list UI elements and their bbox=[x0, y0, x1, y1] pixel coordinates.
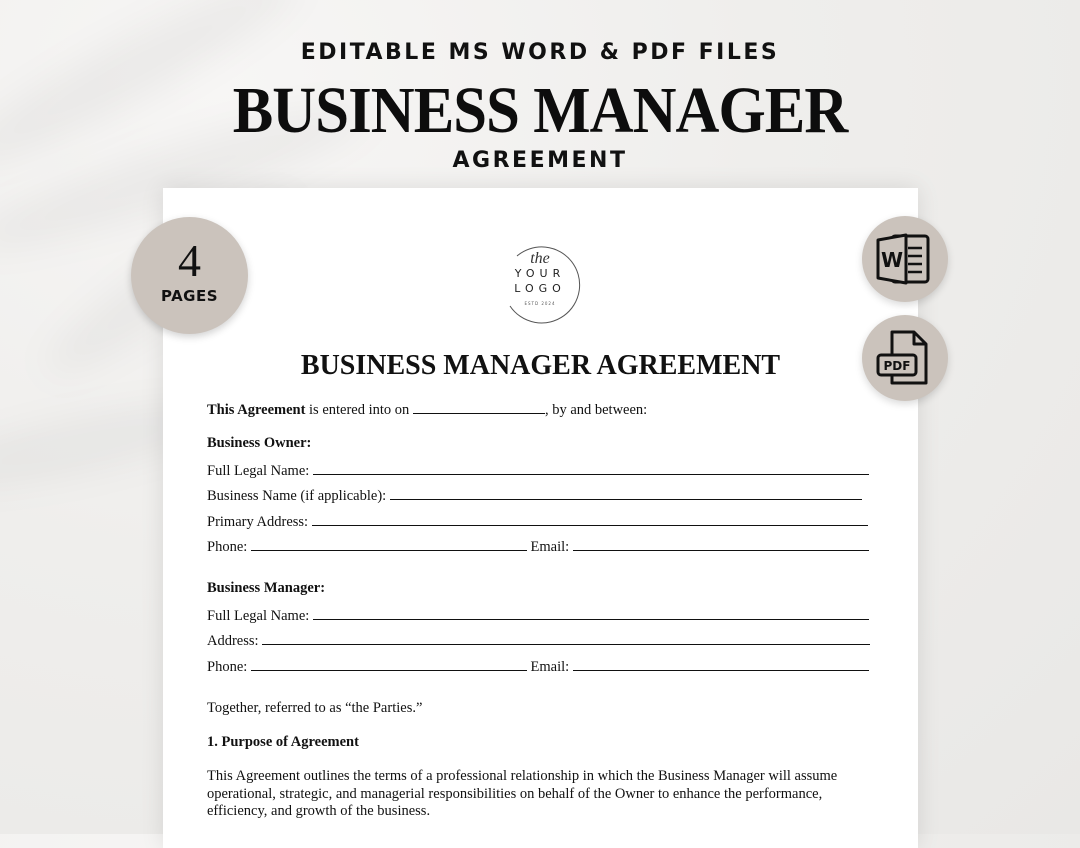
owner-email-field[interactable] bbox=[573, 537, 869, 551]
owner-business-name-field[interactable] bbox=[390, 486, 862, 500]
intro-line bbox=[207, 400, 647, 419]
word-badge bbox=[862, 216, 948, 302]
word-letter: W bbox=[880, 248, 904, 272]
owner-primary-address-label: Primary Address: bbox=[207, 514, 312, 530]
parties-text: Together, referred to as “the Parties.” bbox=[207, 700, 423, 716]
logo-line-2: LOGO bbox=[514, 282, 566, 295]
owner-email-label: Email: bbox=[526, 539, 573, 555]
owner-full-name-row bbox=[207, 461, 869, 480]
owner-full-name-label: Full Legal Name: bbox=[207, 463, 313, 479]
header-subtitle: AGREEMENT bbox=[452, 148, 628, 173]
ms-word-icon bbox=[862, 216, 948, 302]
manager-address-row bbox=[207, 631, 870, 650]
pdf-badge bbox=[862, 315, 948, 401]
owner-phone-field[interactable] bbox=[251, 537, 527, 551]
section1-heading: 1. Purpose of Agreement bbox=[207, 734, 359, 750]
manager-address-field[interactable] bbox=[262, 631, 870, 645]
pages-label: PAGES bbox=[160, 287, 219, 305]
pages-count: 4 bbox=[178, 235, 201, 286]
date-blank[interactable] bbox=[413, 400, 545, 414]
header-title: BUSINESS MANAGER bbox=[232, 74, 848, 147]
manager-phone-field[interactable] bbox=[251, 657, 527, 671]
owner-primary-address-row bbox=[207, 512, 868, 531]
manager-full-name-row bbox=[207, 606, 869, 625]
document-title: BUSINESS MANAGER AGREEMENT bbox=[300, 350, 781, 381]
manager-email-label: Email: bbox=[526, 659, 573, 675]
manager-full-name-field[interactable] bbox=[313, 606, 869, 620]
pages-badge bbox=[131, 217, 248, 334]
logo-est: ESTD 2024 bbox=[524, 301, 556, 306]
owner-primary-address-field[interactable] bbox=[312, 512, 868, 526]
owner-heading: Business Owner: bbox=[207, 435, 312, 451]
manager-contact-row bbox=[207, 657, 869, 676]
manager-phone-label: Phone: bbox=[207, 659, 251, 675]
logo-script: the bbox=[530, 250, 550, 267]
company-logo bbox=[497, 240, 583, 326]
owner-business-name-label: Business Name (if applicable): bbox=[207, 488, 390, 504]
manager-full-name-label: Full Legal Name: bbox=[207, 608, 313, 624]
owner-business-name-row bbox=[207, 486, 862, 505]
owner-contact-row bbox=[207, 537, 869, 556]
owner-full-name-field[interactable] bbox=[313, 461, 869, 475]
logo-line-1: YOUR bbox=[514, 267, 566, 280]
intro-bold: This Agreement bbox=[207, 402, 306, 418]
manager-heading: Business Manager: bbox=[207, 580, 326, 596]
intro-text: is entered into on bbox=[305, 402, 413, 418]
manager-address-label: Address: bbox=[207, 633, 263, 649]
manager-email-field[interactable] bbox=[573, 657, 869, 671]
pdf-label: PDF bbox=[883, 359, 911, 373]
owner-phone-label: Phone: bbox=[207, 539, 251, 555]
pdf-file-icon bbox=[862, 315, 948, 401]
intro-end: , by and between: bbox=[544, 402, 648, 418]
header-top-line: EDITABLE MS WORD & PDF FILES bbox=[300, 40, 780, 65]
section1-body: This Agreement outlines the terms of a professional relationship in which the Business Manager will assume operational, strategic, and managerial responsibilities on behalf of the Owner to enhance the performance, efficiency, and growth of the business. bbox=[207, 768, 838, 819]
